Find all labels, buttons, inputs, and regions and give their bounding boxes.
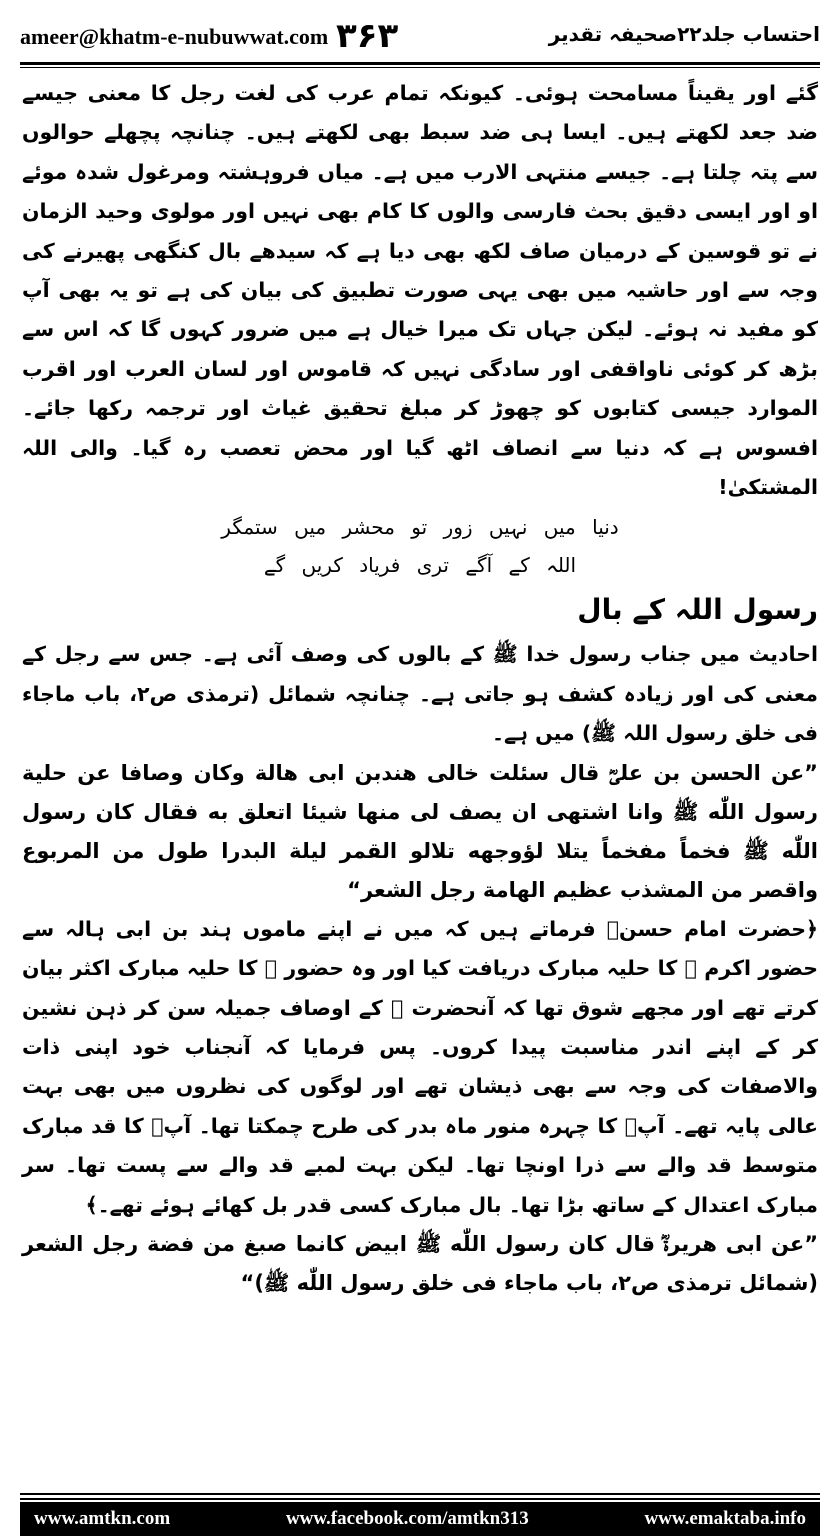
footer-divider-2: [20, 1498, 820, 1500]
footer-divider: [20, 1493, 820, 1495]
verse-line-1: دنیا میں نہیں زور تو محشر میں ستمگر: [221, 515, 619, 540]
footer-link-emaktaba[interactable]: www.emaktaba.info: [644, 1508, 806, 1529]
header-divider-thin: [20, 67, 820, 68]
section-heading: رسول اللہ کے بال: [577, 593, 818, 627]
urdu-translation: ﴿حضرت امام حسنؓ فرماتے ہیں کہ میں نے اپنے ماموں ہند بن ابی ہالہ سے حضور اکرم ﷺ کا حلیہ مبارک دریافت کیا اور وہ حضور ﷺ کا حلیہ مبارک اکثر بیان کرتے تھے اور مجھے شوق تھا کہ آنحضرت ﷺ کے اوصاف جمیلہ سن کر ذہن نشین کر کے اپنے اندر مناسبت پیدا کروں۔ پس فرمایا کہ آنجناب خود اپنی ذات والاصفات کی وجہ سے بھی ذیشان تھے اور لوگوں کی نظروں میں بھی بہت عالی پایہ تھے۔ آپؐ کا چہرہ منور ماہ بدر کی طرح چمکتا تھا۔ آپؐ کا قد مبارک متوسط قد والے سے ذرا اونچا تھا۔ لیکن بہت لمبے قد والے سے پست تھا۔ سر مبارک اعتدال کے ساتھ بڑا تھا۔ بال مبارک کسی قدر بل کھائے ہوئے تھے۔﴾: [22, 916, 818, 1217]
section-intro: احادیث میں جناب رسول خدا ﷺ کے بالوں کی وصف آئی ہے۔ جس سے رجل کے معنی کی اور زیادہ کشف ہو جاتی ہے۔ چنانچہ شمائل (ترمذی ص۲، باب ماجاء فی خلق رسول اللہ ﷺ) میں ہے۔: [22, 642, 818, 746]
paragraph: گئے اور یقیناً مسامحت ہوئی۔ کیونکہ تمام عرب کی لغت رجل کا معنی جیسے ضد جعد لکھتے ہیں۔ ایسا ہی ضد سبط بھی لکھتے ہیں۔ چنانچہ پچھلے حوالوں سے پتہ چلتا ہے۔ جیسے منتہی الارب میں ہے۔ میاں فروہشتہ ومرغول شدہ موئے او اور ایسی دقیق بحث فارسی والوں کا کام بھی نہیں اور مولوی وحید الزمان نے تو قوسین کے درمیان صاف لکھ بھی دیا ہے کہ سیدھے بال کنگھی پھیرنے کی وجہ سے اور حاشیہ میں بھی یہی صورت تطبیق کی بیان کی ہے تو یہ بھی آپ کو مفید نہ ہوئے۔ لیکن جہاں تک میرا خیال ہے میں ضرور کہوں گا کہ اس سے بڑھ کر کوئی ناواقفی اور سادگی نہیں کہ قاموس اور لسان العرب اور اقرب الموارد جیسی کتابوں کو چھوڑ کر مبلغ تحقیق غیاث اور ترجمہ رکھا جائے۔ افسوس ہے کہ دنیا سے انصاف اٹھ گیا اور محض تعصب رہ گیا۔ والی اللہ المشتکیٰ!: [22, 81, 818, 500]
book-reference: احتساب جلد۲۲صحیفہ تقدیر: [548, 22, 820, 46]
page-number: ۳۶۳: [336, 16, 399, 56]
arabic-hadith-1: ”عن الحسن بن علیؓ قال سئلت خالی هندبن ابی هالة وکان وصافا عن حلیة رسول اللّٰه ﷺ وانا اشتهی ان یصف لی منها شیئا اتعلق به فقال کان رسول اللّٰه ﷺ فخماً مفخماً یتلا لؤوجهه تلالو القمر لیلة البدرا طول من المربوع واقصر من المشذب عظیم الهامة رجل الشعر“: [22, 760, 818, 902]
header-email: ameer@khatm-e-nubuwwat.com: [20, 24, 329, 49]
page-header: [20, 18, 820, 62]
footer-link-facebook[interactable]: www.facebook.com/amtkn313: [285, 1508, 529, 1529]
footer-link-amtkn[interactable]: www.amtkn.com: [34, 1508, 171, 1529]
header-divider: [20, 62, 820, 65]
page-footer: [20, 1502, 820, 1536]
arabic-hadith-2: ”عن ابی هریرةؓ قال کان رسول اللّٰه ﷺ ابیض کانما صبغ من فضة رجل الشعر (شمائل ترمذی ص۲، باب ماجاء فی خلق رسول اللّٰه ﷺ)“: [22, 1231, 818, 1295]
page-body: [22, 74, 818, 1303]
verse-line-2: اللہ کے آگے تری فریاد کریں گے: [263, 553, 577, 578]
